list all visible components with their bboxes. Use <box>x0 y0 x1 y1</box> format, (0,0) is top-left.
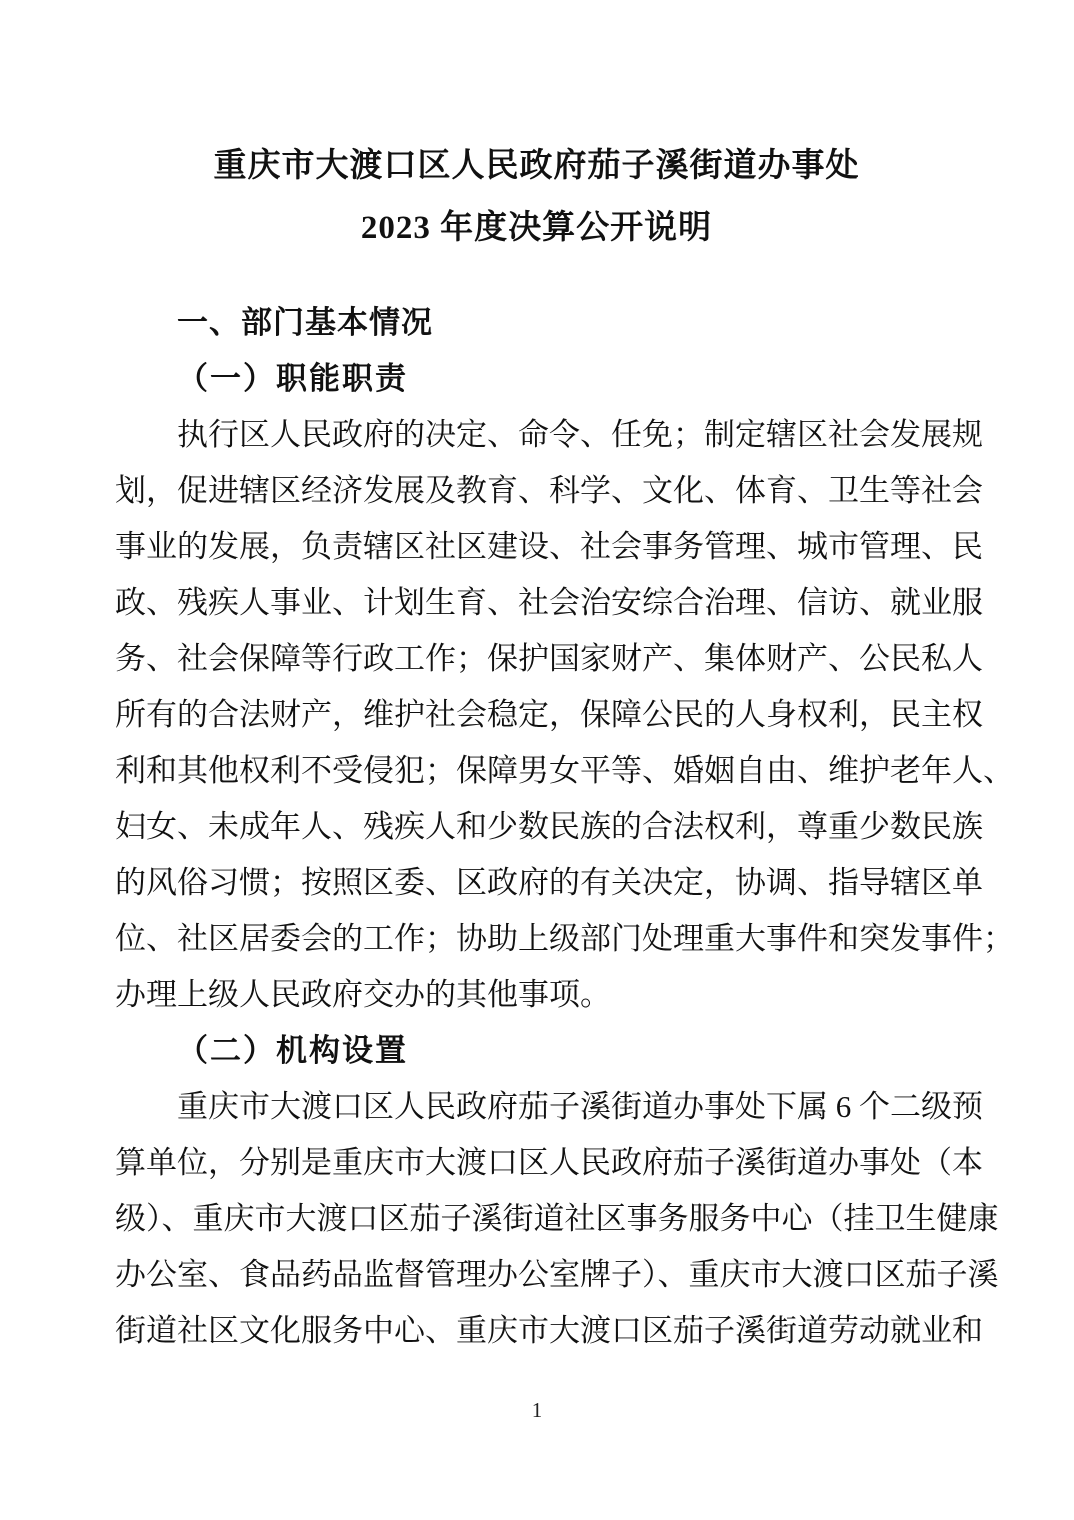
section-heading-basic-info: 一、部门基本情况 <box>177 305 433 340</box>
document-title-line-1: 重庆市大渡口区人民政府茄子溪街道办事处 <box>213 148 860 184</box>
paragraph-line: 位、社区居委会的工作；协助上级部门处理重大事件和突发事件； <box>115 921 1014 956</box>
paragraph-line: 妇女、未成年人、残疾人和少数民族的合法权利，尊重少数民族 <box>115 809 983 844</box>
paragraph-line: 重庆市大渡口区人民政府茄子溪街道办事处下属 6 个二级预 <box>177 1089 983 1124</box>
paragraph-line: 划，促进辖区经济发展及教育、科学、文化、体育、卫生等社会 <box>115 473 983 508</box>
document-title-line-2: 2023 年度决算公开说明 <box>360 210 713 246</box>
page-number: 1 <box>531 1398 543 1422</box>
paragraph-line: 事业的发展，负责辖区社区建设、社会事务管理、城市管理、民 <box>115 529 983 564</box>
paragraph-line: 利和其他权利不受侵犯；保障男女平等、婚姻自由、维护老年人、 <box>115 753 1014 788</box>
page-footer <box>0 1395 1074 1520</box>
subsection-heading-organization: （二）机构设置 <box>177 1033 408 1068</box>
paragraph-line: 街道社区文化服务中心、重庆市大渡口区茄子溪街道劳动就业和 <box>115 1313 983 1348</box>
paragraph-line: 务、社会保障等行政工作；保护国家财产、集体财产、公民私人 <box>115 641 983 676</box>
paragraph-line: 所有的合法财产，维护社会稳定，保障公民的人身权利，民主权 <box>115 697 983 732</box>
paragraph-line: 算单位，分别是重庆市大渡口区人民政府茄子溪街道办事处（本 <box>115 1145 983 1180</box>
paragraph-line: 执行区人民政府的决定、命令、任免；制定辖区社会发展规 <box>177 417 983 452</box>
paragraph-line: 级）、重庆市大渡口区茄子溪街道社区事务服务中心（挂卫生健康 <box>115 1201 999 1236</box>
paragraph-line: 办公室、食品药品监督管理办公室牌子）、重庆市大渡口区茄子溪 <box>115 1257 999 1292</box>
paragraph-duties <box>115 407 1014 1023</box>
paragraph-line: 的风俗习惯；按照区委、区政府的有关决定，协调、指导辖区单 <box>115 865 983 900</box>
paragraph-organization <box>115 1079 999 1359</box>
subsection-heading-duties: （一）职能职责 <box>177 361 408 396</box>
paragraph-line: 办理上级人民政府交办的其他事项。 <box>115 977 611 1012</box>
paragraph-line: 政、残疾人事业、计划生育、社会治安综合治理、信访、就业服 <box>115 585 983 620</box>
